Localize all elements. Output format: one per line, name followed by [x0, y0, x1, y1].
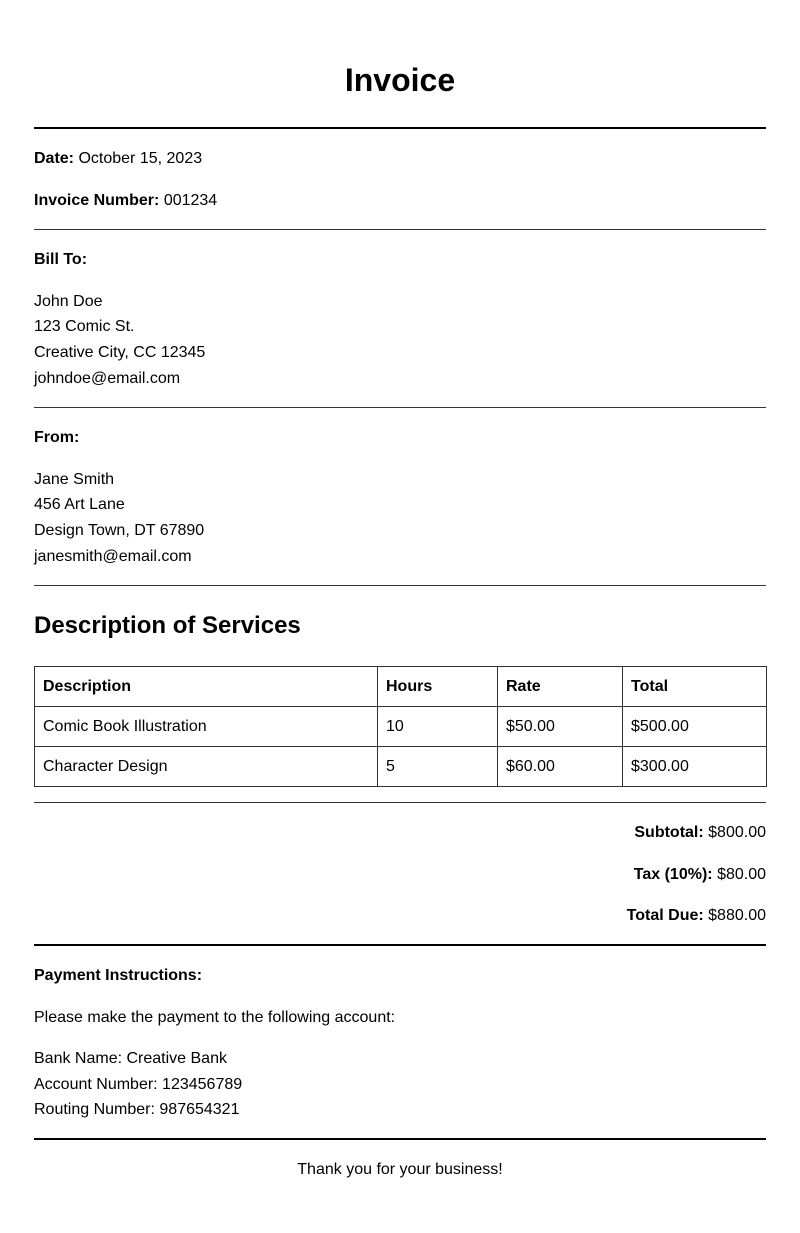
services-table — [34, 666, 767, 787]
bill-to-email: johndoe@email.com — [34, 370, 181, 387]
invoice-date — [34, 149, 202, 169]
subtotal-label: Subtotal: — [634, 824, 704, 841]
cell-description: Comic Book Illustration — [35, 707, 378, 747]
total-due-value: $880.00 — [708, 907, 766, 924]
divider-services — [34, 585, 766, 586]
invoice-number-value: 001234 — [163, 192, 218, 209]
thank-you-note: Thank you for your business! — [297, 1161, 503, 1178]
column-header-total: Total — [623, 667, 767, 707]
table-header-row — [35, 667, 767, 707]
cell-hours: 10 — [378, 707, 498, 747]
payment-label: Payment Instructions: — [34, 967, 203, 984]
invoice-title: Invoice — [344, 62, 456, 98]
date-value: October 15, 2023 — [78, 150, 203, 167]
from-name: Jane Smith — [34, 471, 115, 488]
cell-hours: 5 — [378, 747, 498, 787]
divider-from — [34, 407, 766, 408]
from-label: From: — [34, 429, 80, 446]
from-street: 456 Art Lane — [34, 496, 125, 513]
divider-footer — [34, 1138, 766, 1140]
divider-payment — [34, 944, 766, 946]
tax-value: $80.00 — [717, 866, 766, 883]
tax-label: Tax (10%): — [633, 866, 713, 883]
date-label: Date: — [34, 150, 75, 167]
divider-top — [34, 127, 766, 129]
subtotal-value: $800.00 — [708, 824, 766, 841]
subtotal-line — [634, 823, 766, 843]
from-email: janesmith@email.com — [34, 548, 192, 565]
invoice-number — [34, 191, 217, 211]
divider-bill-to — [34, 229, 766, 230]
from-city: Design Town, DT 67890 — [34, 522, 205, 539]
total-due-label: Total Due: — [626, 907, 704, 924]
invoice-number-label: Invoice Number: — [34, 192, 160, 209]
table-row — [35, 707, 767, 747]
cell-rate: $60.00 — [498, 747, 623, 787]
bill-to-street: 123 Comic St. — [34, 318, 135, 335]
column-header-hours: Hours — [378, 667, 498, 707]
bill-to-city: Creative City, CC 12345 — [34, 344, 206, 361]
table-row — [35, 747, 767, 787]
cell-description: Character Design — [35, 747, 378, 787]
column-header-description: Description — [35, 667, 378, 707]
tax-line — [634, 865, 766, 885]
bill-to-label: Bill To: — [34, 251, 88, 268]
total-due-line — [627, 906, 766, 926]
cell-total: $500.00 — [623, 707, 767, 747]
column-header-rate: Rate — [498, 667, 623, 707]
services-heading: Description of Services — [34, 612, 301, 639]
cell-rate: $50.00 — [498, 707, 623, 747]
payment-bank: Bank Name: Creative Bank — [34, 1050, 227, 1067]
bill-to-name: John Doe — [34, 293, 103, 310]
payment-routing: Routing Number: 987654321 — [34, 1101, 240, 1118]
payment-account: Account Number: 123456789 — [34, 1076, 243, 1093]
divider-totals — [34, 802, 766, 803]
cell-total: $300.00 — [623, 747, 767, 787]
payment-intro: Please make the payment to the following account: — [34, 1009, 396, 1026]
